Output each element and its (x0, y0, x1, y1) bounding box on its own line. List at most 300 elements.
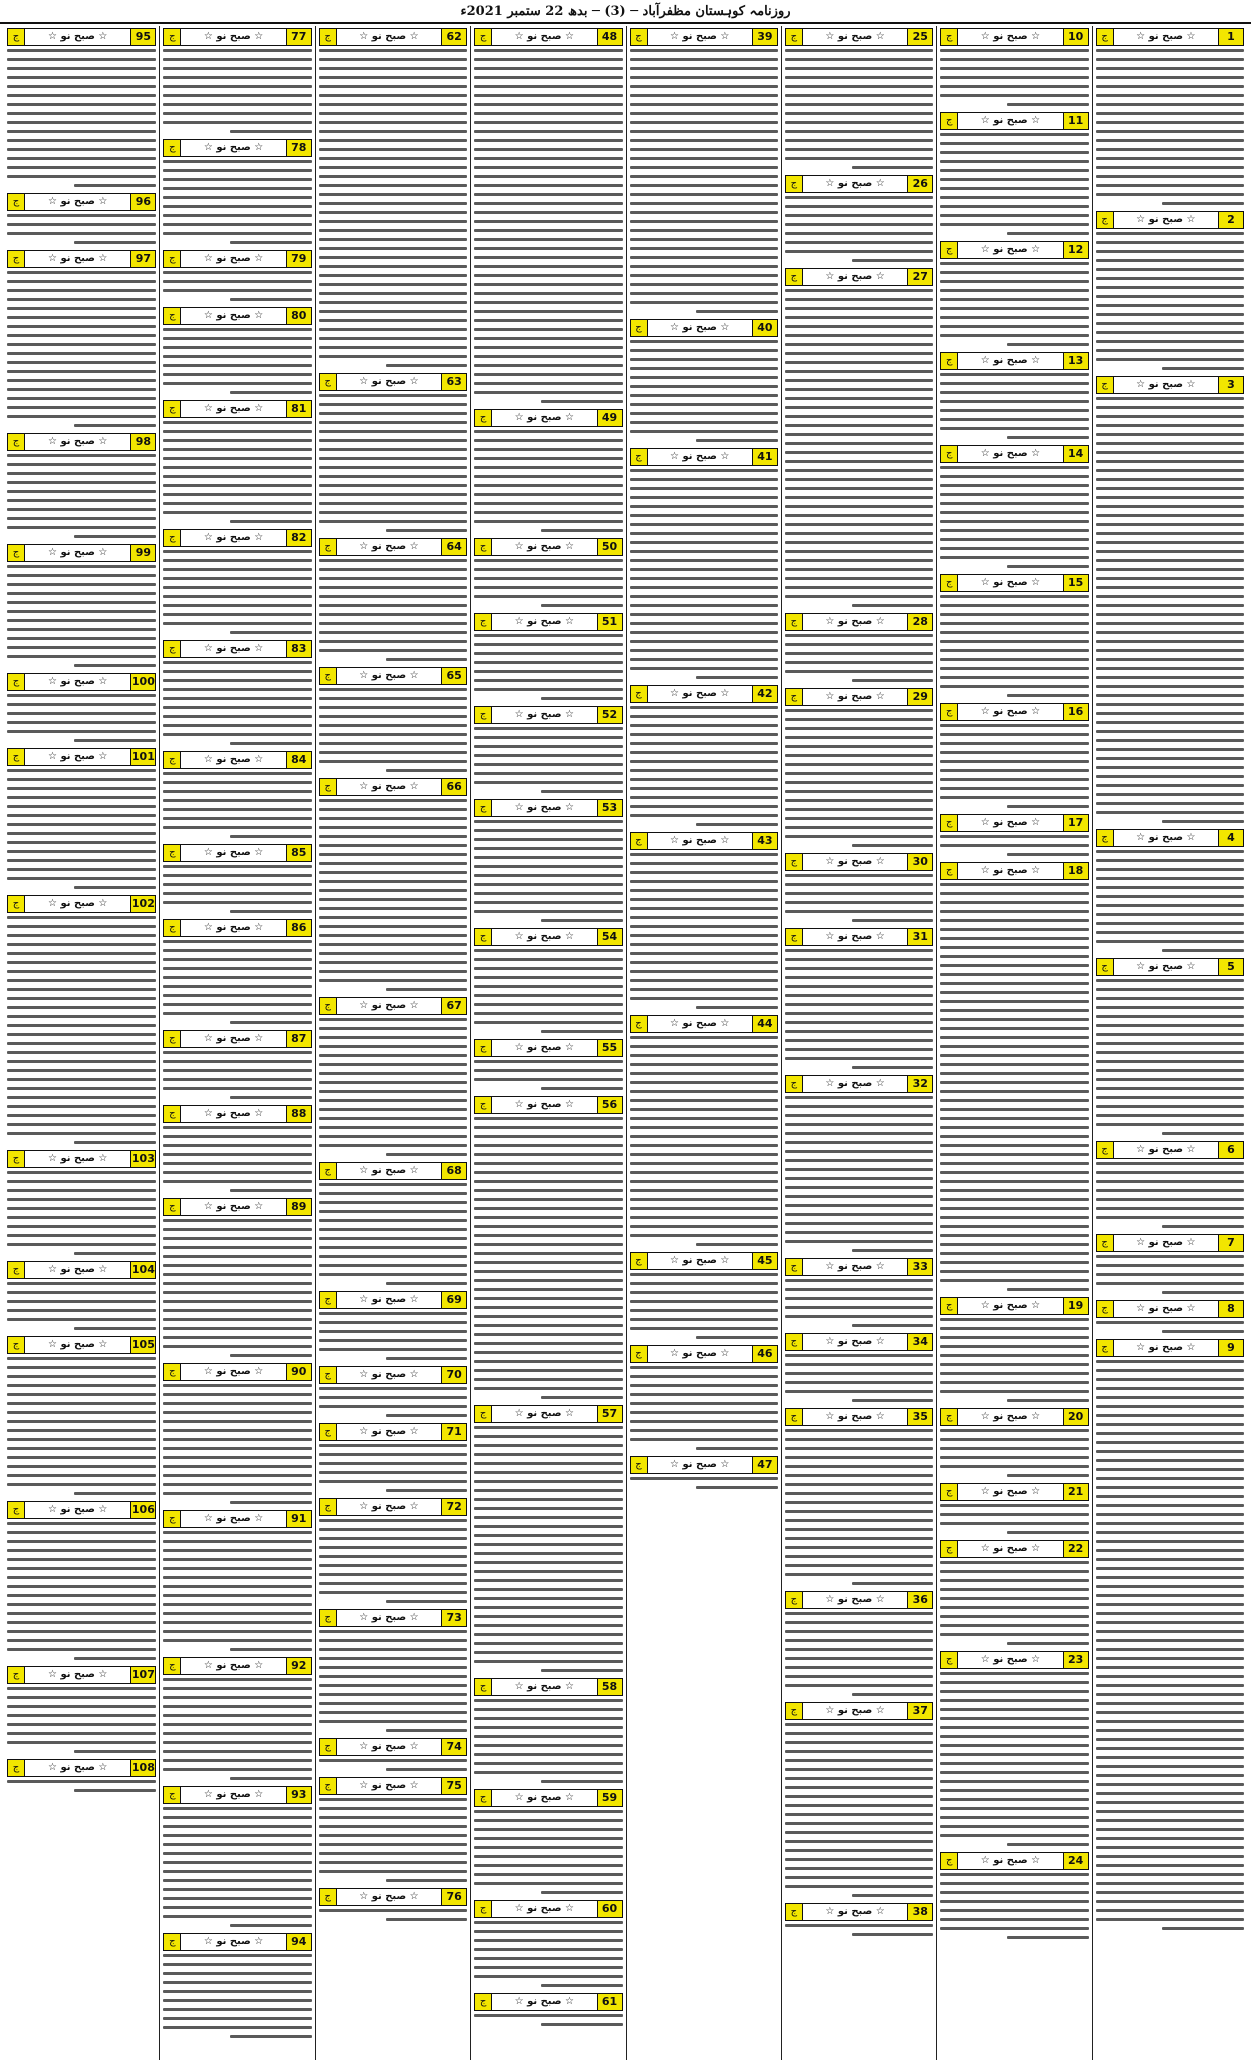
text-line (940, 298, 1088, 301)
news-item (7, 1150, 156, 1255)
item-text-block (474, 1699, 622, 1783)
text-line (785, 1105, 933, 1108)
text-line (163, 112, 311, 115)
text-line (319, 1870, 467, 1873)
text-line (163, 121, 311, 124)
item-header (474, 928, 622, 946)
text-line (940, 547, 1088, 550)
text-line (7, 1060, 156, 1063)
brand-label: ☆ صبح نو ☆ (514, 709, 574, 720)
item-number: 98 (130, 434, 155, 450)
text-line (630, 157, 778, 160)
item-number: 55 (597, 1040, 622, 1056)
text-line (474, 229, 622, 232)
text-line (940, 910, 1088, 913)
text-line (7, 316, 156, 319)
text-line (940, 1624, 1088, 1627)
text-line (940, 1429, 1088, 1432)
text-line (1096, 523, 1244, 526)
text-line (1096, 595, 1244, 598)
item-header (785, 1333, 933, 1351)
text-line (940, 1717, 1088, 1720)
text-line (785, 736, 933, 739)
item-text-block (474, 727, 622, 793)
text-line (7, 1474, 156, 1477)
text-line (474, 1735, 622, 1738)
brand-label: ☆ صبح نو ☆ (980, 244, 1041, 255)
text-line (785, 958, 933, 961)
text-line (1096, 541, 1244, 544)
item-header (630, 1015, 778, 1033)
item-header (7, 1501, 156, 1519)
text-line (474, 1207, 622, 1210)
text-line (319, 1666, 467, 1669)
text-line (940, 1834, 1088, 1837)
item-header (319, 1291, 467, 1309)
text-line (940, 1117, 1088, 1120)
text-line (785, 967, 933, 970)
text-line (474, 688, 622, 691)
news-item (319, 373, 467, 532)
item-header (1096, 1234, 1244, 1252)
text-line (474, 1552, 622, 1555)
brand-mark-icon: ج (8, 545, 25, 561)
text-line (1096, 1567, 1244, 1570)
news-item (940, 862, 1088, 1291)
text-line (163, 1897, 311, 1900)
text-line (1096, 1873, 1244, 1876)
item-number: 49 (597, 410, 622, 426)
text-line (940, 1036, 1088, 1039)
text-line (630, 934, 778, 937)
news-item (319, 1777, 467, 1882)
item-text-block (7, 1282, 156, 1330)
text-line (163, 1696, 311, 1699)
text-line (319, 649, 467, 652)
text-line (474, 364, 622, 367)
text-line (940, 1522, 1088, 1525)
text-line (1007, 1642, 1089, 1645)
text-line (319, 799, 467, 802)
text-line (7, 1123, 156, 1126)
text-line (7, 379, 156, 382)
text-line (630, 220, 778, 223)
text-line (630, 1171, 778, 1174)
item-text-block (163, 1954, 311, 2038)
text-line (940, 493, 1088, 496)
text-line (1007, 1843, 1089, 1846)
text-line (163, 865, 311, 868)
news-column (159, 26, 314, 2060)
brand-mark-icon: ج (164, 845, 181, 861)
text-line (1096, 940, 1244, 943)
text-line (7, 787, 156, 790)
brand-mark-icon: ج (1097, 377, 1114, 393)
text-line (1096, 1639, 1244, 1642)
text-line (474, 559, 622, 562)
text-line (785, 949, 933, 952)
brand-mark-icon: ج (320, 779, 337, 795)
text-line (785, 1186, 933, 1189)
text-line (1096, 424, 1244, 427)
text-line (1096, 1477, 1244, 1480)
text-line (1096, 340, 1244, 343)
text-line (163, 724, 311, 727)
news-item (474, 28, 622, 403)
item-header (7, 895, 156, 913)
item-number: 94 (286, 1934, 311, 1950)
brand-mark-icon: ج (475, 1406, 492, 1422)
brand-label: ☆ صبح نو ☆ (514, 1099, 574, 1110)
text-line (474, 1837, 622, 1840)
text-line (1096, 1468, 1244, 1471)
item-number: 16 (1063, 704, 1088, 720)
text-line (7, 280, 156, 283)
item-header (474, 1096, 622, 1114)
text-line (7, 1648, 156, 1651)
text-line (474, 148, 622, 151)
text-line (474, 1966, 622, 1969)
text-line (940, 1690, 1088, 1693)
text-line (630, 1072, 778, 1075)
text-line (7, 868, 156, 871)
news-item (163, 640, 311, 745)
text-line (163, 1750, 311, 1753)
text-line (7, 1225, 156, 1228)
text-line (163, 1411, 311, 1414)
text-line (940, 307, 1088, 310)
text-line (7, 997, 156, 1000)
brand-label: ☆ صبح نو ☆ (203, 1789, 264, 1800)
text-line (940, 1171, 1088, 1174)
news-column (4, 26, 159, 2060)
text-line (7, 637, 156, 640)
text-line (474, 1012, 622, 1015)
text-line (630, 595, 778, 598)
brand-mark-icon: ج (941, 863, 958, 879)
text-line (7, 1438, 156, 1441)
brand-mark-icon: ج (941, 1484, 958, 1500)
text-line (7, 271, 156, 274)
item-header (474, 799, 622, 817)
text-line (785, 799, 933, 802)
text-line (785, 1279, 933, 1282)
item-number: 59 (597, 1790, 622, 1806)
text-line (541, 604, 623, 607)
text-line (1096, 850, 1244, 853)
item-header (630, 1252, 778, 1270)
text-line (785, 343, 933, 346)
text-line (852, 1249, 934, 1252)
brand-mark-icon: ج (320, 1778, 337, 1794)
item-header (785, 1903, 933, 1921)
text-line (785, 1168, 933, 1171)
text-line (1096, 1051, 1244, 1054)
text-line (696, 310, 778, 313)
text-line (940, 796, 1088, 799)
text-line (163, 1492, 311, 1495)
text-line (852, 259, 934, 262)
text-line (785, 1723, 933, 1726)
text-line (163, 550, 311, 553)
text-line (163, 1483, 311, 1486)
text-line (630, 139, 778, 142)
text-line (319, 301, 467, 304)
text-line (319, 274, 467, 277)
text-line (163, 1861, 311, 1864)
text-line (7, 850, 156, 853)
text-line (630, 1054, 778, 1057)
item-text-block (474, 949, 622, 1033)
text-line (7, 610, 156, 613)
brand-label: ☆ صبح نو ☆ (203, 142, 264, 153)
brand-label: ☆ صبح نو ☆ (980, 1543, 1041, 1554)
text-line (630, 1153, 778, 1156)
text-line (630, 1225, 778, 1228)
text-line (785, 1456, 933, 1459)
text-line (163, 493, 311, 496)
news-item (163, 919, 311, 1024)
text-line (386, 1768, 468, 1771)
item-number: 68 (441, 1163, 466, 1179)
text-line (163, 1429, 311, 1432)
text-line (7, 112, 156, 115)
text-line (163, 214, 311, 217)
text-line (7, 1096, 156, 1099)
text-line (1096, 259, 1244, 262)
text-line (163, 502, 311, 505)
text-line (474, 1642, 622, 1645)
text-line (319, 844, 467, 847)
text-line (541, 400, 623, 403)
text-line (163, 2008, 311, 2011)
item-header (163, 250, 311, 268)
text-line (630, 997, 778, 1000)
news-item (163, 1363, 311, 1504)
text-line (630, 640, 778, 643)
text-line (163, 1384, 311, 1387)
news-item (7, 193, 156, 244)
text-line (1007, 1399, 1089, 1402)
text-line (163, 1060, 311, 1063)
text-line (630, 148, 778, 151)
text-line (785, 634, 933, 637)
text-line (785, 718, 933, 721)
brand-mark-icon: ج (941, 1853, 958, 1869)
text-line (785, 1021, 933, 1024)
text-line (163, 883, 311, 886)
text-line (785, 1786, 933, 1789)
brand-mark-icon: ج (941, 815, 958, 831)
text-line (785, 112, 933, 115)
text-line (940, 76, 1088, 79)
text-line (1096, 1855, 1244, 1858)
item-text-block (319, 1018, 467, 1156)
brand-label: ☆ صبح نو ☆ (980, 1855, 1041, 1866)
text-line (230, 1777, 312, 1780)
text-line (630, 1411, 778, 1414)
item-number: 40 (752, 320, 777, 336)
brand-mark-icon: ج (164, 641, 181, 657)
text-line (7, 952, 156, 955)
item-number: 65 (441, 668, 466, 684)
text-line (1096, 1378, 1244, 1381)
text-line (630, 367, 778, 370)
text-line (785, 1363, 933, 1366)
brand-label: ☆ صبح نو ☆ (48, 898, 108, 909)
text-line (696, 676, 778, 679)
text-line (319, 1348, 467, 1351)
text-line (163, 1705, 311, 1708)
text-line (319, 751, 467, 754)
text-line (163, 688, 311, 691)
text-line (474, 1333, 622, 1336)
text-line (1096, 139, 1244, 142)
text-line (785, 1768, 933, 1771)
brand-mark-icon: ج (1097, 1301, 1114, 1317)
text-line (474, 1144, 622, 1147)
text-line (541, 1984, 623, 1987)
text-line (785, 1849, 933, 1852)
text-line (163, 1327, 311, 1330)
text-line (630, 430, 778, 433)
text-line (940, 1162, 1088, 1165)
text-line (1096, 1594, 1244, 1597)
text-line (785, 130, 933, 133)
brand-label: ☆ صبح نو ☆ (203, 403, 264, 414)
text-line (940, 1372, 1088, 1375)
text-line (940, 1597, 1088, 1600)
text-line (7, 574, 156, 577)
text-line (7, 526, 156, 529)
text-line (1096, 49, 1244, 52)
text-line (940, 1099, 1088, 1102)
item-text-block (163, 1051, 311, 1099)
text-line (1096, 1171, 1244, 1174)
text-line (1096, 1360, 1244, 1363)
news-item (163, 529, 311, 634)
text-line (163, 1012, 311, 1015)
text-line (541, 1669, 623, 1672)
text-line (163, 781, 311, 784)
item-header (163, 1933, 311, 1951)
item-number: 61 (597, 1994, 622, 2010)
news-item (785, 268, 933, 607)
item-number: 5 (1218, 959, 1243, 975)
brand-mark-icon: ج (941, 29, 958, 45)
text-line (163, 799, 311, 802)
item-header (7, 673, 156, 691)
brand-label: ☆ صبح نو ☆ (825, 691, 885, 702)
text-line (785, 76, 933, 79)
news-item (319, 28, 467, 367)
text-line (630, 769, 778, 772)
text-line (630, 385, 778, 388)
text-line (163, 160, 311, 163)
text-line (1007, 565, 1089, 568)
text-line (785, 379, 933, 382)
text-line (7, 646, 156, 649)
brand-mark-icon: ج (164, 1364, 181, 1380)
text-line (474, 247, 622, 250)
text-line (7, 619, 156, 622)
item-text-block (940, 373, 1088, 439)
text-line (785, 754, 933, 757)
item-text-block (474, 1426, 622, 1672)
text-line (1007, 1936, 1089, 1939)
text-line (474, 439, 622, 442)
text-line (785, 361, 933, 364)
item-number: 101 (131, 750, 155, 763)
text-line (1162, 820, 1244, 823)
brand-label: ☆ صبح نو ☆ (359, 1165, 419, 1176)
brand-label: ☆ صبح نو ☆ (514, 1042, 574, 1053)
text-line (940, 919, 1088, 922)
text-line (474, 1753, 622, 1756)
text-line (474, 1810, 622, 1813)
news-item (319, 538, 467, 661)
text-line (630, 667, 778, 670)
news-item (7, 748, 156, 889)
item-number: 54 (597, 929, 622, 945)
text-line (785, 370, 933, 373)
text-line (940, 991, 1088, 994)
brand-mark-icon: ج (164, 920, 181, 936)
text-line (319, 466, 467, 469)
text-line (940, 1465, 1088, 1468)
item-text-block (7, 1522, 156, 1660)
item-text-block (785, 874, 933, 922)
brand-label: ☆ صبح نو ☆ (359, 31, 419, 42)
text-line (630, 505, 778, 508)
text-line (163, 1069, 311, 1072)
text-line (1096, 1216, 1244, 1219)
text-line (1162, 1330, 1244, 1333)
text-line (7, 298, 156, 301)
text-line (163, 1291, 311, 1294)
item-text-block (7, 1357, 156, 1495)
text-line (785, 1030, 933, 1033)
text-line (163, 1540, 311, 1543)
item-text-block (163, 1531, 311, 1651)
text-line (1096, 460, 1244, 463)
text-line (163, 1879, 311, 1882)
item-text-block (7, 214, 156, 244)
brand-mark-icon: ج (631, 29, 648, 45)
item-text-block (630, 853, 778, 1009)
text-line (319, 943, 467, 946)
text-line (7, 778, 156, 781)
brand-label: ☆ صبح نو ☆ (980, 31, 1041, 42)
text-line (319, 166, 467, 169)
brand-label: ☆ صبح نو ☆ (48, 547, 108, 558)
item-number: 31 (907, 929, 932, 945)
text-line (230, 835, 312, 838)
text-line (386, 364, 468, 367)
news-item (785, 28, 933, 169)
item-text-block (940, 262, 1088, 346)
news-item (785, 1903, 933, 1936)
brand-mark-icon: ج (475, 1994, 492, 2010)
text-line (319, 394, 467, 397)
text-line (1096, 1801, 1244, 1804)
text-line (319, 808, 467, 811)
text-line (630, 301, 778, 304)
text-line (785, 334, 933, 337)
text-line (7, 1042, 156, 1045)
text-line (1007, 1474, 1089, 1477)
text-line (474, 1948, 622, 1951)
